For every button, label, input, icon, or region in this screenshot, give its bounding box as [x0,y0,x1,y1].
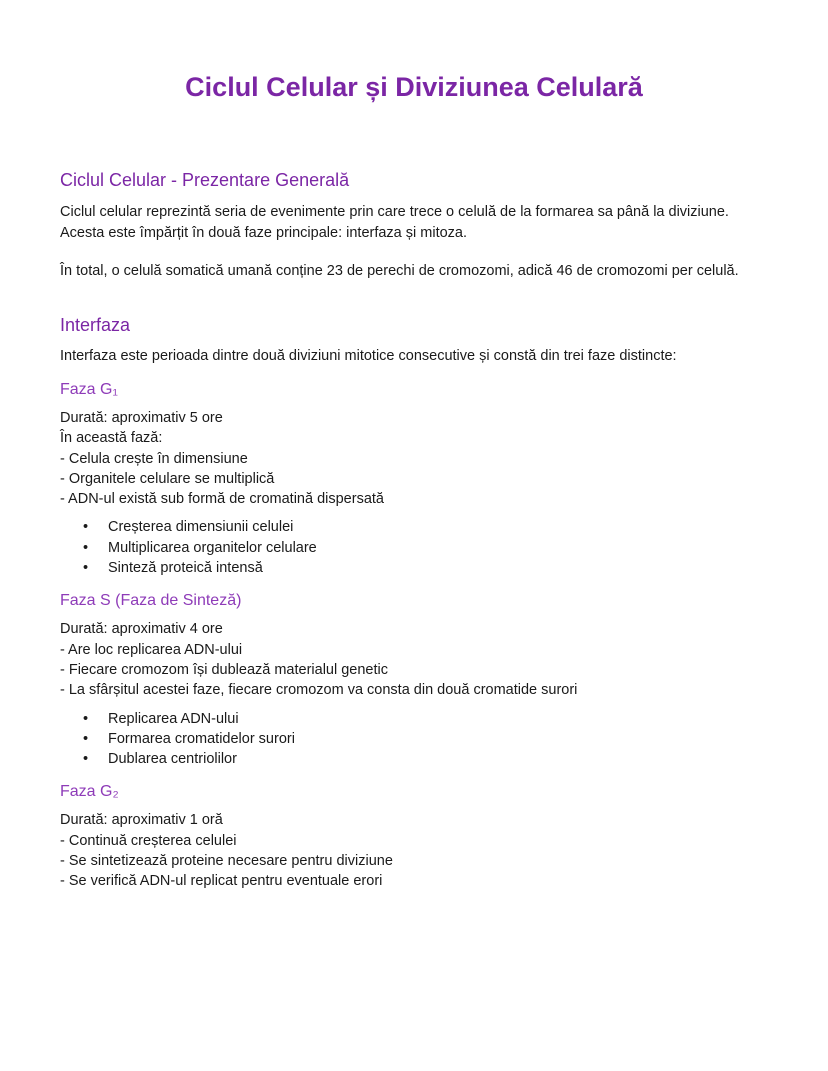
s-phase-details [60,619,768,700]
g2-line: Durată: aproximativ 1 oră [60,812,223,829]
list-item: • Multiplicarea organitelor celulare [108,538,768,558]
overview-paragraph: Ciclul celular reprezintă seria de evenimente prin care trece o celulă de la formarea sa până la diviziune. Acesta este împărțit în două faze principale: interfaza și mitoza. [60,204,729,241]
s-phase-bullet-list [60,709,768,770]
s-phase-line: - Are loc replicarea ADN-ului [60,641,243,658]
chromosome-count-paragraph: În total, o celulă somatică umană conține 23 de perechi de cromozomi, adică 46 de cromozomi per celulă. [60,263,739,279]
interphase-intro: Interfaza este perioada dintre două diviziuni mitotice consecutive și constă din trei faze distincte: [60,347,677,364]
list-item: • Replicarea ADN-ului [108,709,768,729]
g1-details [60,408,768,509]
list-item: • Formarea cromatidelor surori [108,729,768,749]
g1-line: - Celula crește în dimensiune [60,450,248,467]
g1-line: - ADN-ul există sub formă de cromatină dispersată [60,491,384,508]
s-phase-line: Durată: aproximativ 4 ore [60,621,223,638]
subheading-g1: Faza G₁ [60,381,118,398]
list-item: • Creșterea dimensiunii celulei [108,517,768,537]
subheading-s-phase: Faza S (Faza de Sinteză) [60,592,242,610]
g2-line: - Se sintetizează proteine necesare pentru diviziune [60,853,393,870]
g2-line: - Se verifică ADN-ul replicat pentru eventuale erori [60,873,383,890]
g1-line: Durată: aproximativ 5 ore [60,410,223,426]
g1-line: În această fază: [60,430,163,447]
list-item: • Sinteză proteică intensă [108,558,768,578]
g2-details [60,810,768,891]
document-title: Ciclul Celular și Diviziunea Celulară [185,72,643,102]
g1-line: - Organitele celulare se multiplică [60,470,275,487]
section-heading-overview: Ciclul Celular - Prezentare Generală [60,170,350,190]
section-heading-interphase: Interfaza [60,314,131,335]
list-item: • Dublarea centriolilor [108,749,768,769]
subheading-g2: Faza G₂ [60,783,119,801]
g1-bullet-list [60,517,768,578]
s-phase-line: - Fiecare cromozom își dublează materialul genetic [60,661,388,678]
s-phase-line: - La sfârșitul acestei faze, fiecare cromozom va consta din două cromatide surori [60,682,578,699]
g2-line: - Continuă creșterea celulei [60,832,237,849]
